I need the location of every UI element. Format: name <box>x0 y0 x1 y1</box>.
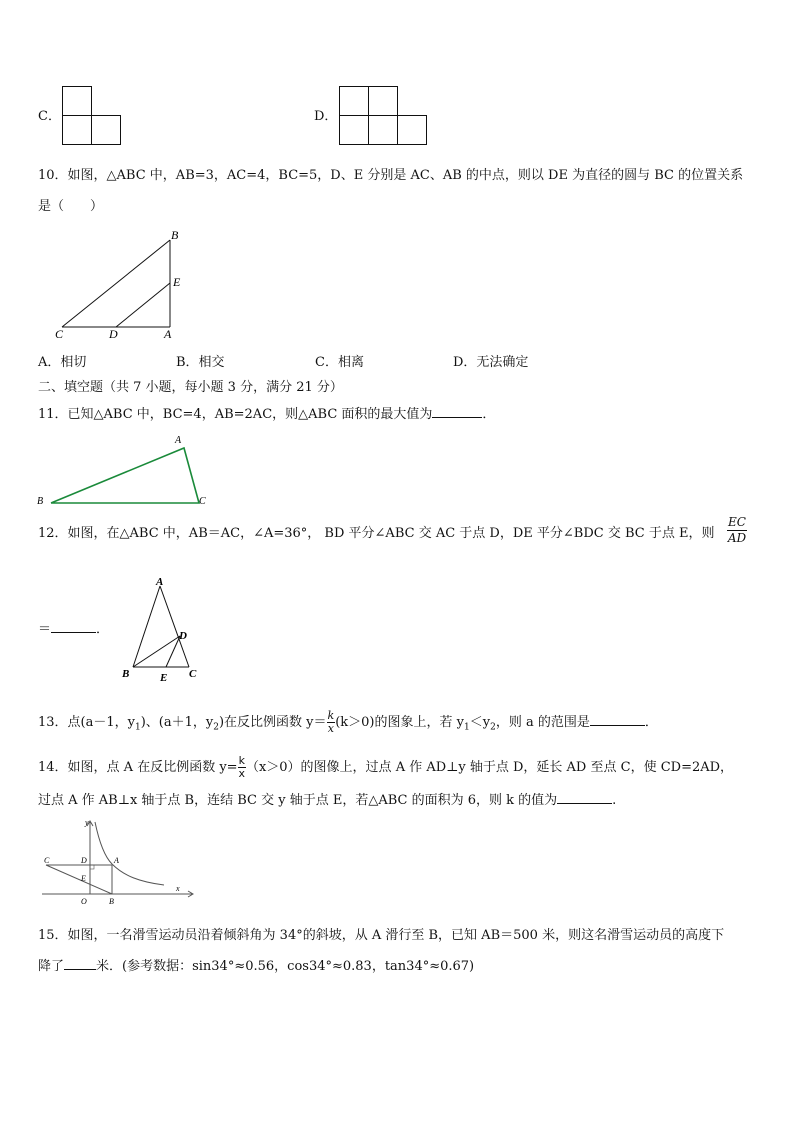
q13-frac-den: x <box>327 722 334 735</box>
q12-text: 12．如图，在△ABC 中，AB＝AC，∠A=36°， BD 平分∠ABC 交 AC 于点 D，DE 平分∠BDC 交 BC 于点 E，则 <box>38 526 715 541</box>
q14-label-a: A <box>114 856 119 865</box>
q13-part-b: )、(a＋1，y <box>140 715 214 730</box>
q14-graph-figure <box>40 818 200 908</box>
q10-label-b: B <box>171 228 179 242</box>
q13-part-a: 13．点(a－1，y <box>38 715 135 730</box>
q11-triangle-figure <box>36 432 216 512</box>
q14-label-b: B <box>109 897 114 906</box>
option-d-figure <box>339 86 429 146</box>
q12-label-e: E <box>160 672 168 684</box>
q10-label-e: E <box>173 275 181 289</box>
q13-text <box>38 710 658 737</box>
q14-label-e: E <box>81 874 86 883</box>
q10-option-a: A．相切 <box>38 355 87 370</box>
q14-part-b: （x＞0）的图像上，过点 A 作 AD⊥y 轴于点 D，延长 AD 至点 C，使 CD=2AD， <box>245 760 734 775</box>
q13-sub4: 2 <box>490 722 496 733</box>
q11-answer-blank[interactable] <box>432 405 482 418</box>
q10-label-d: D <box>109 327 118 341</box>
q12-label-d: D <box>179 630 187 642</box>
q13-part-f: ，则 a 的范围是 <box>495 715 590 730</box>
q14-frac-den: x <box>238 767 246 780</box>
q13-frac-num: k <box>327 709 335 722</box>
q10-line1: 10．如图，△ABC 中，AB=3，AC=4，BC=5，D、E 分别是 AC、AB 的中点，则以 DE 为直径的圆与 BC 的位置关系 <box>38 168 744 183</box>
q13-part-d: (k＞0)的图象上，若 y <box>335 715 464 730</box>
q10-label-a: A <box>164 327 172 341</box>
q12-eq: ＝ <box>38 622 52 637</box>
q11-label-b: B <box>37 496 44 507</box>
q13-fraction <box>327 710 336 735</box>
q13-part-e: ＜y <box>469 715 491 730</box>
q13-tail: ． <box>644 715 658 730</box>
q12-triangle-figure <box>118 574 208 684</box>
q10-line2: 是（ ） <box>38 199 104 214</box>
q10-option-d: D．无法确定 <box>453 355 529 370</box>
q12-label-b: B <box>122 668 130 680</box>
q14-line2-text: 过点 A 作 AB⊥x 轴于点 B，连结 BC 交 y 轴于点 E，若△ABC 的面积为 6，则 k 的值为 <box>38 793 558 808</box>
q12-frac-num: EC <box>728 515 746 529</box>
q15-line1: 15．如图，一名滑雪运动员沿着倾斜角为 34°的斜坡，从 A 滑行至 B，已知 AB＝500 米，则这名滑雪运动员的高度下 <box>38 928 725 943</box>
section-2-heading: 二、填空题（共 7 小题，每小题 3 分，满分 21 分） <box>38 380 343 395</box>
q14-part-a: 14．如图，点 A 在反比例函数 y= <box>38 760 238 775</box>
q15-line2-a: 降了 <box>38 959 65 974</box>
q12-label-c: C <box>189 668 197 680</box>
q15-line2-b: 米．(参考数据：sin34°≈0.56，cos34°≈0.83，tan34°≈0.67) <box>96 959 475 974</box>
q11-tail: ． <box>482 407 496 422</box>
q12-answer-blank[interactable] <box>51 620 96 633</box>
option-c-figure <box>62 86 122 146</box>
q13-sub2: 2 <box>213 722 219 733</box>
q12-label-a: A <box>156 576 164 588</box>
q13-sub1: 1 <box>134 722 141 733</box>
q14-label-c: C <box>44 856 50 865</box>
q10-label-c: C <box>55 327 64 341</box>
q10-option-c: C．相离 <box>315 355 364 370</box>
q11-label-a: A <box>175 435 182 446</box>
q14-label-x: x <box>176 884 180 893</box>
q15-line2 <box>38 957 474 976</box>
q13-answer-blank[interactable] <box>590 713 645 726</box>
q12-frac-den: AD <box>727 531 747 545</box>
q10-option-b: B．相交 <box>176 355 225 370</box>
q14-label-d: D <box>81 856 87 865</box>
q14-line2 <box>38 791 616 810</box>
q10-triangle-figure <box>52 226 192 344</box>
q11-label-c: C <box>199 496 206 507</box>
q12-answer-line <box>38 620 109 639</box>
q13-sub3: 1 <box>463 722 470 733</box>
q14-line1 <box>38 755 733 780</box>
q12-tail: ． <box>96 622 110 637</box>
q14-label-y: y <box>85 818 89 827</box>
q11-text <box>38 405 495 424</box>
q12-fraction <box>727 515 747 546</box>
q14-fraction <box>238 755 246 780</box>
q14-tail: . <box>612 793 617 808</box>
option-d-label: D． <box>314 109 338 124</box>
option-c-label: C． <box>38 109 61 124</box>
q13-part-c: )在反比例函数 y＝ <box>218 715 327 730</box>
q14-frac-num: k <box>238 754 245 767</box>
q11-question: 11．已知△ABC 中，BC=4，AB=2AC，则△ABC 面积的最大值为 <box>38 407 433 422</box>
q14-label-o: O <box>81 897 87 906</box>
q15-answer-blank[interactable] <box>64 957 96 970</box>
q14-answer-blank[interactable] <box>557 791 612 804</box>
